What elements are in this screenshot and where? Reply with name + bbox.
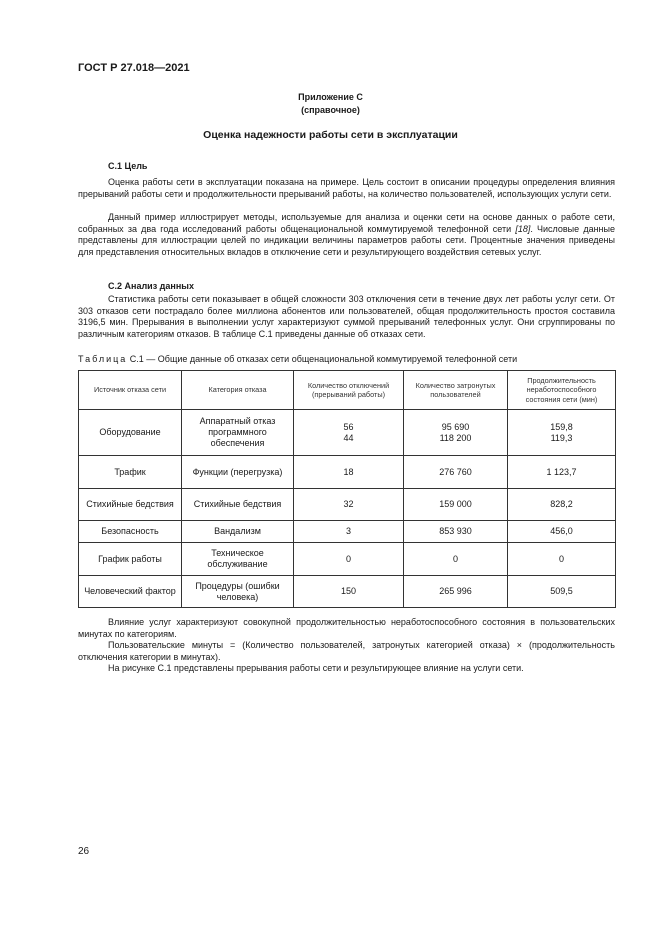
- cell-outages: 56 44: [294, 410, 404, 456]
- table-caption-word: Таблица: [78, 354, 128, 364]
- paragraph-c2-1: Статистика работы сети показывает в общей сложности 303 отключения сети в течение двух лет работы услуг сети. От 303 отказов сети пострадало более миллиона абонентов или пользователей, общая продолжительность простоя составила 3196,5 мин. Прерывания в выполнении услуг характеризуют суммой прерываний телефонных услуг. Они сгруппированы по различным категориям отказов. В таблице С.1 приведены данные об отказах сети.: [78, 294, 615, 339]
- cell-source: Трафик: [79, 456, 182, 489]
- cell-duration: 456,0: [508, 521, 616, 543]
- cell-users: 853 930: [404, 521, 508, 543]
- network-failures-table: [78, 370, 616, 608]
- appendix-heading: [0, 91, 661, 117]
- cell-outages: 18: [294, 456, 404, 489]
- cell-source: Человеческий фактор: [79, 576, 182, 608]
- table-row: [79, 456, 616, 489]
- section-heading-c1: С.1 Цель: [108, 161, 148, 171]
- table-row: [79, 576, 616, 608]
- paragraph-c1-2-text-a: Данный пример иллюстрирует методы, используемые для анализа и оценки сети на основе данных о работе сети, собранных за два года исследований работы общенациональной коммутируемой телефонной сети: [78, 212, 615, 234]
- cell-outages: 0: [294, 543, 404, 576]
- cell-outages: 150: [294, 576, 404, 608]
- cell-source: Оборудование: [79, 410, 182, 456]
- cell-duration: 509,5: [508, 576, 616, 608]
- cell-source: Стихийные бедствия: [79, 489, 182, 521]
- paragraph-c1-2: [78, 212, 615, 258]
- cell-category: Функции (перегрузка): [182, 456, 294, 489]
- column-header-duration: Продолжительность неработоспособного состояния сети (мин): [508, 371, 616, 410]
- cell-category: Техническое обслуживание: [182, 543, 294, 576]
- cell-category: Аппаратный отказ программного обеспечения: [182, 410, 294, 456]
- page-number: 26: [78, 846, 90, 857]
- appendix-title: Приложение С: [298, 92, 363, 102]
- paragraph-after-table-2: Пользовательские минуты = (Количество пользователей, затронутых категорией отказа) × (продолжительность отключения категории в минутах).: [78, 640, 615, 662]
- cell-duration: 828,2: [508, 489, 616, 521]
- paragraph-c1-1: Оценка работы сети в эксплуатации показана на примере. Цель состоит в описании процедуры определения влияния прерываний работы сети и продолжительности прерываний работы, на количество пользователей, использующих услуги сети.: [78, 177, 615, 199]
- cell-category: Стихийные бедствия: [182, 489, 294, 521]
- cell-category: Вандализм: [182, 521, 294, 543]
- cell-users: 265 996: [404, 576, 508, 608]
- table-row: [79, 489, 616, 521]
- table-row: [79, 410, 616, 456]
- cell-source: Безопасность: [79, 521, 182, 543]
- cell-category: Процедуры (ошибки человека): [182, 576, 294, 608]
- table-caption-text: С.1 — Общие данные об отказах сети общенациональной коммутируемой телефонной сети: [127, 354, 518, 364]
- column-header-outages: Количество отключений (прерываний работы): [294, 371, 404, 410]
- cell-outages: 32: [294, 489, 404, 521]
- column-header-source: Источник отказа сети: [79, 371, 182, 410]
- cell-users: 0: [404, 543, 508, 576]
- table-header-row: [79, 371, 616, 410]
- paragraph-c1-2-text-b: . Числовые данные представлены для иллюстрации целей по индикации величины параметров работы сети. Процентные значения приведены для представления относительных вкладов в отключение сети и результирующего воздействия сетевых услуг.: [78, 223, 616, 257]
- page-title: Оценка надежности работы сети в эксплуатации: [203, 129, 458, 141]
- cell-duration: 0: [508, 543, 616, 576]
- cell-users: 95 690 118 200: [404, 410, 508, 456]
- paragraph-after-table-1: Влияние услуг характеризуют совокупной продолжительностью неработоспособного состояния в пользовательских минутах по категориям.: [78, 617, 615, 639]
- table-row: [79, 521, 616, 543]
- paragraph-after-table-3: На рисунке С.1 представлены прерывания работы сети и результирующее влияние на услуги сети.: [108, 663, 524, 673]
- section-heading-c2: С.2 Анализ данных: [108, 281, 194, 291]
- standard-number: ГОСТ Р 27.018—2021: [78, 62, 190, 74]
- cell-users: 159 000: [404, 489, 508, 521]
- cell-source: График работы: [79, 543, 182, 576]
- column-header-category: Категория отказа: [182, 371, 294, 410]
- reference-link[interactable]: [18]: [515, 223, 531, 234]
- cell-users: 276 760: [404, 456, 508, 489]
- column-header-users: Количество затронутых пользователей: [404, 371, 508, 410]
- cell-duration: 159,8 119,3: [508, 410, 616, 456]
- cell-outages: 3: [294, 521, 404, 543]
- table-caption: [78, 354, 618, 364]
- cell-duration: 1 123,7: [508, 456, 616, 489]
- appendix-note: (справочное): [301, 105, 360, 115]
- table-row: [79, 543, 616, 576]
